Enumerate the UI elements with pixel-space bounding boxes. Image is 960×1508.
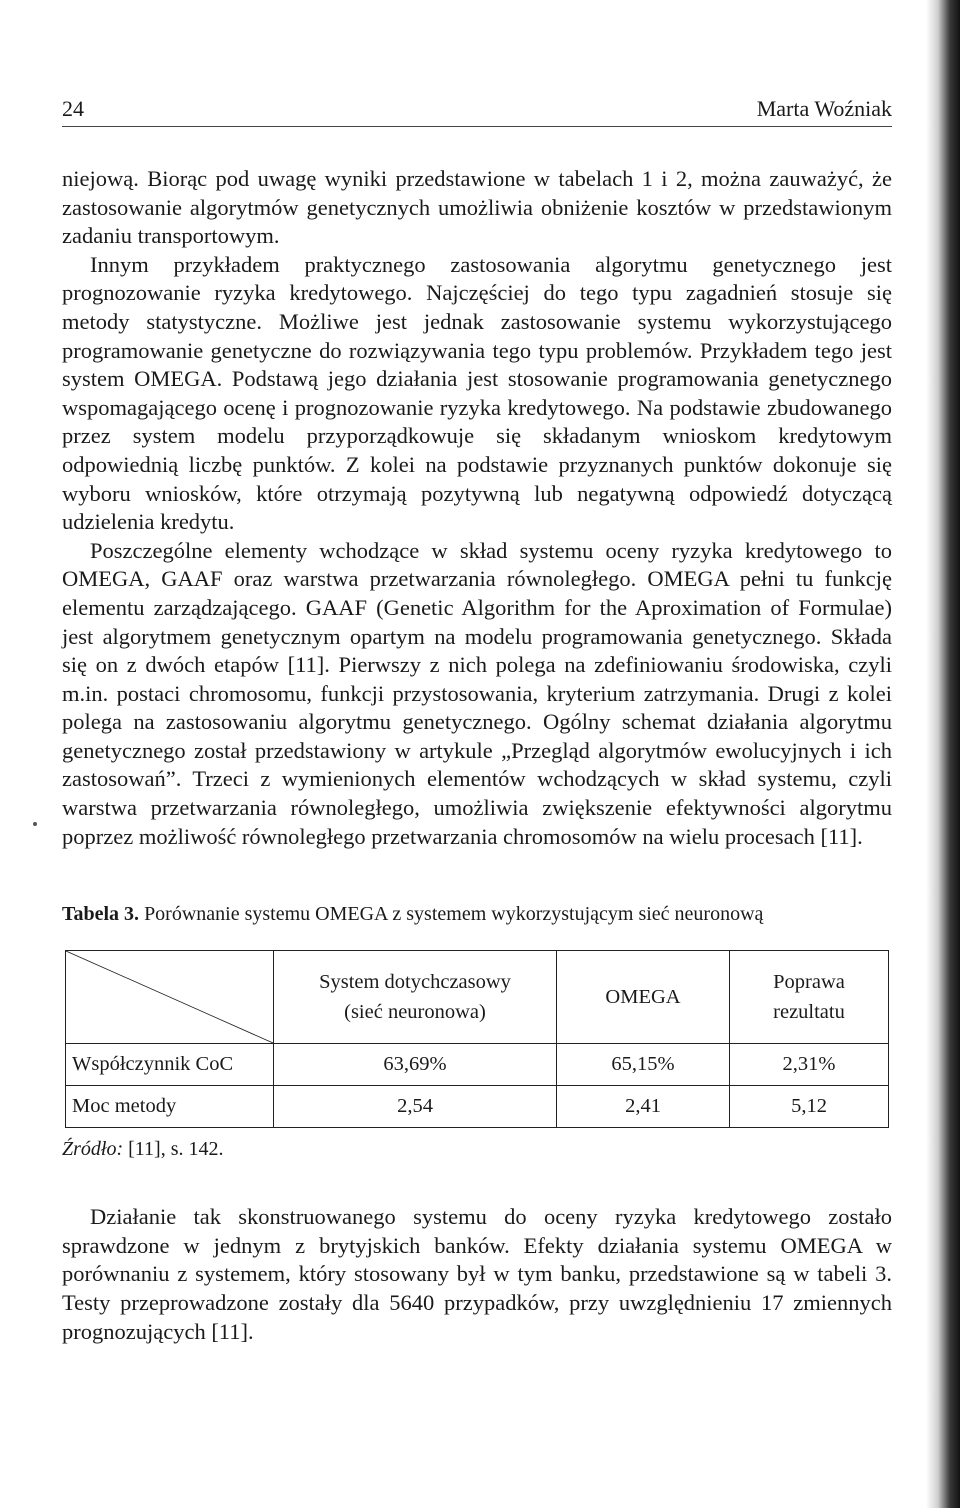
table-cell: 5,12 (730, 1086, 889, 1128)
table-cell: 65,15% (557, 1044, 730, 1086)
source-label: Źródło: (62, 1138, 124, 1161)
table-header-row (66, 951, 889, 1044)
col-header-improvement (730, 951, 889, 1044)
col-header-line: OMEGA (605, 986, 681, 1009)
table-source (62, 1138, 892, 1161)
col-header-line: System dotychczasowy (319, 971, 511, 994)
book-page (62, 96, 892, 1346)
corner-diagonal (66, 951, 273, 1043)
table-caption-label: Tabela 3. (62, 903, 140, 926)
table-caption-text: Porównanie systemu OMEGA z systemem wykorzystującym sieć neuronową (144, 903, 764, 926)
col-header-line: rezultatu (773, 1001, 845, 1024)
row-label: Współczynnik CoC (66, 1044, 274, 1086)
table-cell: 2,54 (274, 1086, 557, 1128)
table-cell: 2,31% (730, 1044, 889, 1086)
paragraph-closing: Działanie tak skonstruowanego systemu do oceny ryzyka kredytowego zostało sprawdzone w jednym z brytyjskich banków. Efekty działania systemu OMEGA w porównaniu z systemem, który stosowany był w tym banku, przedstawione są w tabeli 3. Testy przeprowadzone zostały dla 5640 przypadków, przy uwzględnieniu 17 zmiennych prognozujących [11]. (62, 1204, 892, 1344)
closing-text (62, 1203, 892, 1346)
row-label: Moc metody (66, 1086, 274, 1128)
scan-speck (33, 822, 37, 826)
page-number: 24 (62, 96, 84, 121)
col-header-line: (sieć neuronowa) (344, 1001, 486, 1024)
running-author: Marta Woźniak (756, 96, 892, 121)
paragraph-omega: Innym przykładem praktycznego zastosowania algorytmu genetycznego jest prognozowanie ryzyka kredytowego. Najczęściej do tego typu zagadnień stosuje się metody statystyczne. Możliwe jest jednak zastosowanie systemu wykorzystującego programowanie genetyczne do rozwiązywania tego typu problemów. Przykładem tego jest system OMEGA. Podstawą jego działania jest stosowanie programowania genetycznego wspomagającego ocenę i prognozowanie ryzyka kredytowego. Na podstawie zbudowanego przez system modelu przyporządkowuje się składanym wnioskom kredytowym odpowiednią liczbę punktów. Z kolei na podstawie przyznanych punktów dokonuje się wyboru wniosków, które otrzymają pozytywną lub negatywną odpowiedź dotyczącą udzielenia kredytu. (62, 251, 892, 535)
main-text (62, 165, 892, 851)
col-header-current-system (274, 951, 557, 1044)
paragraph-components: Poszczególne elementy wchodzące w skład systemu oceny ryzyka kredytowego to OMEGA, GAAF oraz warstwa przetwarzania równoległego. OMEGA pełni tu funkcję elementu zarządzającego. GAAF (Genetic Algorithm for the Aproximation of Formulae) jest algorytmem genetycznym opartym na modelu programowania genetycznego. Składa się on z dwóch etapów [11]. Pierwszy z nich polega na zdefiniowaniu środowiska, czyli m.in. postaci chromosomu, funkcji przystosowania, kryterium zatrzymania. Drugi z kolei polega na zastosowaniu algorytmu genetycznego. Ogólny schemat działania algorytmu genetycznego został przedstawiony w artykule „Przegląd algorytmów ewolucyjnych i ich zastosowań”. Trzeci z wymienionych elementów wchodzących w skład systemu, czyli warstwa przetwarzania równoległego, umożliwia zwiększenie efektywności algorytmu poprzez możliwość równoległego przetwarzania chromosomów na wielu procesach [11]. (62, 537, 892, 849)
source-text: [11], s. 142. (128, 1138, 224, 1161)
running-header (62, 96, 892, 127)
col-header-omega (557, 951, 730, 1044)
table-caption (62, 903, 892, 926)
comparison-table (65, 950, 889, 1128)
table-row (66, 1044, 889, 1086)
table-cell: 2,41 (557, 1086, 730, 1128)
paragraph-continued: niejową. Biorąc pod uwagę wyniki przedstawione w tabelach 1 i 2, można zauważyć, że zastosowanie algorytmów genetycznych umożliwia obniżenie kosztów w przedstawionym zadaniu transportowym. (62, 166, 892, 249)
table-corner-cell (66, 951, 274, 1044)
table-row (66, 1086, 889, 1128)
scan-edge-shadow (926, 0, 960, 1508)
col-header-line: Poprawa (773, 971, 845, 994)
table-cell: 63,69% (274, 1044, 557, 1086)
